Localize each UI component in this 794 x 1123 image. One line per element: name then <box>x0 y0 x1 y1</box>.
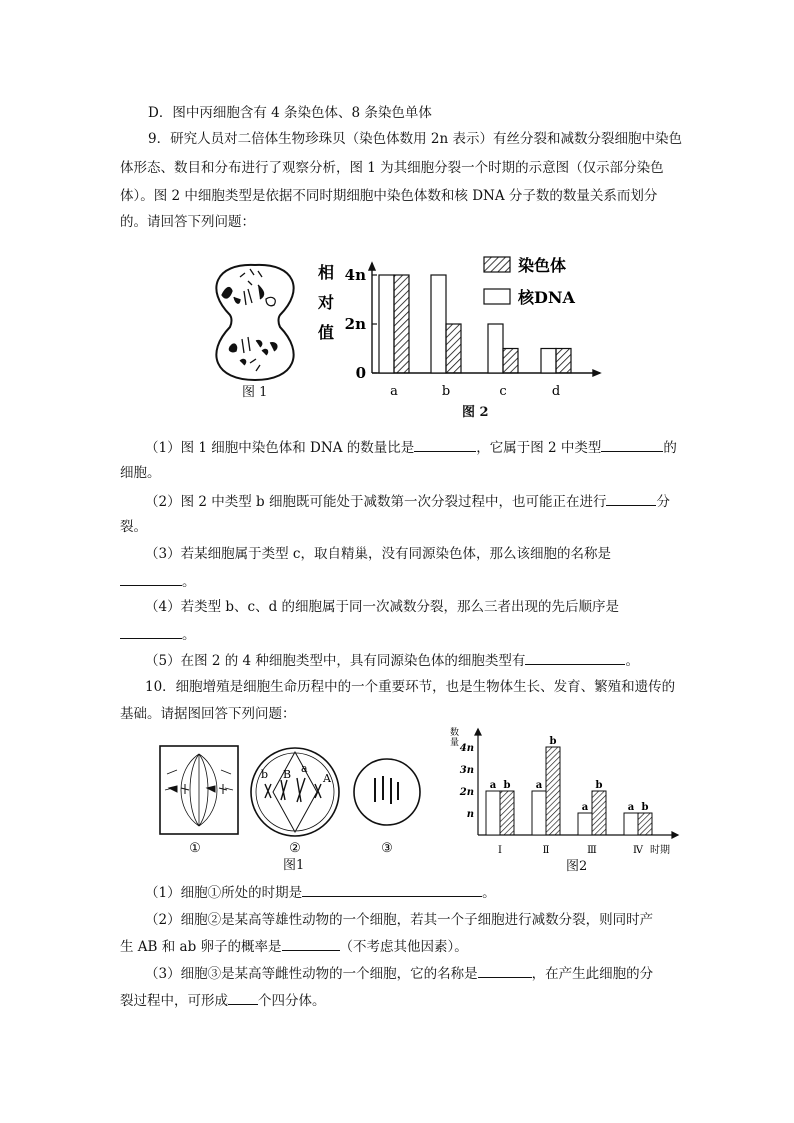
bar-label: b <box>595 780 603 791</box>
x-axis-arrow <box>672 832 678 838</box>
q10-question-2: （2）细胞②是某高等雄性动物的一个细胞，若其一个子细胞进行减数分裂，则同时产 <box>145 912 654 928</box>
x-tick-label: c <box>499 384 507 399</box>
y-tick-label: 3n <box>459 765 474 776</box>
cell-2-label: ② <box>289 841 301 856</box>
q10-q1-blank[interactable] <box>302 882 482 897</box>
bar-label: a <box>627 802 635 813</box>
y-tick-label: 4n <box>459 743 474 754</box>
q10-stem-line-2: 基础。请据图回答下列问题： <box>120 706 296 722</box>
q10-q1-text-a: （1）细胞①所处的时期是 <box>145 885 303 901</box>
q9-fig1-caption: 图 1 <box>242 385 268 400</box>
q10-q3-text-c: 裂过程中，可形成 <box>120 993 228 1009</box>
option-d: D．图中丙细胞含有 4 条染色体、8 条染色单体 <box>148 105 432 121</box>
q9-bar-chart <box>312 245 612 405</box>
legend-swatch-chromosome <box>484 257 510 272</box>
q10-q2-blank[interactable] <box>282 936 340 951</box>
q9-q1-text-b: ，它属于图 2 中类型 <box>476 440 602 456</box>
q9-question-5 <box>145 650 639 671</box>
cell-1-label: ① <box>189 841 201 856</box>
q10-question-3 <box>145 963 653 984</box>
q10-q3-text-a: （3）细胞③是某高等雌性动物的一个细胞，它的名称是 <box>145 966 478 982</box>
bar-label: b <box>503 780 511 791</box>
bar-a-dna <box>379 275 394 373</box>
y-tick-label: 4n <box>344 266 366 284</box>
x-tick-label: d <box>551 384 561 399</box>
cell-2-letter-B: B <box>283 768 292 781</box>
q10-q1-text-b: 。 <box>482 885 496 901</box>
q10-figure-1 <box>155 740 435 874</box>
q9-question-3-cont <box>120 571 196 592</box>
q9-q3-text-b: 。 <box>182 574 196 590</box>
q9-stem-line-2: 体形态、数目和分布进行了观察分析，图 1 为其细胞分裂一个时期的示意图（仅示部分染色 <box>120 160 664 176</box>
q10-q2-text-b: 生 AB 和 ab 卵子的概率是 <box>120 939 282 955</box>
bar-d-dna <box>541 349 556 374</box>
q10-q2-text-c: （不考虑其他因素）。 <box>339 939 468 955</box>
bar-c-dna <box>488 324 503 373</box>
q9-q5-text-b: 。 <box>625 653 639 669</box>
bar-label: b <box>641 802 649 813</box>
bar-Ⅱ-b <box>546 747 560 835</box>
cell-2-letter-a: a <box>301 762 308 775</box>
q10-fig2-caption: 图2 <box>566 859 588 874</box>
q10-cell-diagrams <box>155 740 435 870</box>
q9-stem-line-1: 9．研究人员对二倍体生物珍珠贝（染色体数用 2n 表示）有丝分裂和减数分裂细胞中染色 <box>148 131 682 147</box>
q9-question-2-cont: 裂。 <box>120 519 147 535</box>
cell-2-outline <box>251 748 339 836</box>
q9-q1-text-c: 的 <box>663 440 677 456</box>
x-axis-label: 时期 <box>650 845 670 856</box>
bar-Ⅲ-a <box>578 813 592 835</box>
y-tick-label: 2n <box>459 787 474 798</box>
q10-ylabel-char-1: 数 <box>450 728 460 738</box>
q10-stem-line-1: 10．细胞增殖是细胞生命历程中的一个重要环节，也是生物体生长、发育、繁殖和遗传的 <box>145 679 676 695</box>
x-tick-label: Ⅰ <box>498 845 502 856</box>
q10-figure-2 <box>438 725 698 874</box>
bar-a-chromosome <box>394 275 409 373</box>
bar-c-chromosome <box>503 349 518 374</box>
q9-ylabel-char-2: 对 <box>318 293 335 312</box>
cell-3-label: ③ <box>381 841 393 856</box>
legend-label-dna: 核DNA <box>518 288 575 307</box>
q9-question-3: （3）若某细胞属于类型 c，取自精巢，没有同源染色体，那么该细胞的名称是 <box>145 546 611 562</box>
q9-question-1 <box>145 437 677 458</box>
q10-q3-text-b: ，在产生此细胞的分 <box>531 966 654 982</box>
y-tick-label: 2n <box>344 315 366 333</box>
bar-Ⅳ-a <box>624 813 638 835</box>
bar-b-chromosome <box>446 324 461 373</box>
legend-label-chromosome: 染色体 <box>518 256 567 275</box>
bar-label: b <box>549 736 557 747</box>
q10-q3-text-d: 个四分体。 <box>258 993 326 1009</box>
q9-q1-blank-1[interactable] <box>414 437 476 452</box>
bar-label: a <box>581 802 589 813</box>
q9-stem-line-3: 体）。图 2 中细胞类型是依据不同时期细胞中染色体数和核 DNA 分子数的数量关系而划分 <box>120 188 658 204</box>
x-tick-label: Ⅲ <box>587 845 597 856</box>
cell-3-outline <box>354 759 420 825</box>
q9-q2-text-b: 分 <box>656 494 670 510</box>
q9-q4-blank[interactable] <box>120 624 182 639</box>
q9-question-1-cont: 细胞。 <box>120 465 161 481</box>
legend-swatch-dna <box>484 289 510 304</box>
cell-2-letter-A: A <box>323 772 331 785</box>
q9-q2-blank[interactable] <box>606 491 656 506</box>
q9-ylabel-char-1: 相 <box>318 263 335 282</box>
q10-question-3-cont <box>120 990 326 1011</box>
bar-Ⅰ-b <box>500 791 514 835</box>
bar-label: a <box>489 780 497 791</box>
cell-2-letter-a-lower: b <box>261 768 269 781</box>
x-tick-label: b <box>441 384 451 399</box>
q10-q3-blank-1[interactable] <box>478 963 532 978</box>
bar-d-chromosome <box>556 349 571 374</box>
bar-Ⅳ-b <box>638 813 652 835</box>
q10-question-2-cont <box>120 936 468 957</box>
q9-q1-text-a: （1）图 1 细胞中染色体和 DNA 的数量比是 <box>145 440 415 456</box>
bar-Ⅱ-a <box>532 791 546 835</box>
q9-q5-blank[interactable] <box>525 650 625 665</box>
q9-q4-text-b: 。 <box>182 627 196 643</box>
bar-label: a <box>535 780 543 791</box>
q10-ylabel-char-2: 量 <box>450 738 460 748</box>
q10-fig1-caption: 图1 <box>283 858 305 873</box>
y-axis-arrow <box>475 729 481 735</box>
bar-Ⅲ-b <box>592 791 606 835</box>
q9-stem-line-4: 的。请回答下列问题： <box>120 214 255 230</box>
x-axis-arrow <box>593 370 600 376</box>
q9-figure-2 <box>312 245 612 420</box>
y-tick-label: n <box>466 809 474 820</box>
q9-ylabel-char-3: 值 <box>318 323 335 342</box>
q9-q1-blank-2[interactable] <box>601 437 663 452</box>
q9-q2-text-a: （2）图 2 中类型 b 细胞既可能处于减数第一次分裂过程中，也可能正在进行 <box>145 494 607 510</box>
q9-question-2 <box>145 491 670 512</box>
bar-Ⅰ-a <box>486 791 500 835</box>
q10-question-1 <box>145 882 496 903</box>
q9-fig2-caption: 图 2 <box>462 405 489 420</box>
x-tick-label: a <box>390 384 398 399</box>
q9-figure-1 <box>200 255 310 409</box>
bar-b-dna <box>431 275 446 373</box>
q9-q5-text-a: （5）在图 2 的 4 种细胞类型中，具有同源染色体的细胞类型有 <box>145 653 526 669</box>
y-tick-label: 0 <box>355 364 366 382</box>
x-tick-label: Ⅱ <box>542 845 550 856</box>
q10-q3-blank-2[interactable] <box>228 990 258 1005</box>
x-tick-label: Ⅳ <box>633 845 643 856</box>
q9-question-4: （4）若类型 b、c、d 的细胞属于同一次减数分裂，那么三者出现的先后顺序是 <box>145 599 620 615</box>
y-axis-arrow <box>369 263 375 270</box>
q10-bar-chart <box>438 725 698 860</box>
q9-q3-blank[interactable] <box>120 571 182 586</box>
q9-question-4-cont <box>120 624 196 645</box>
